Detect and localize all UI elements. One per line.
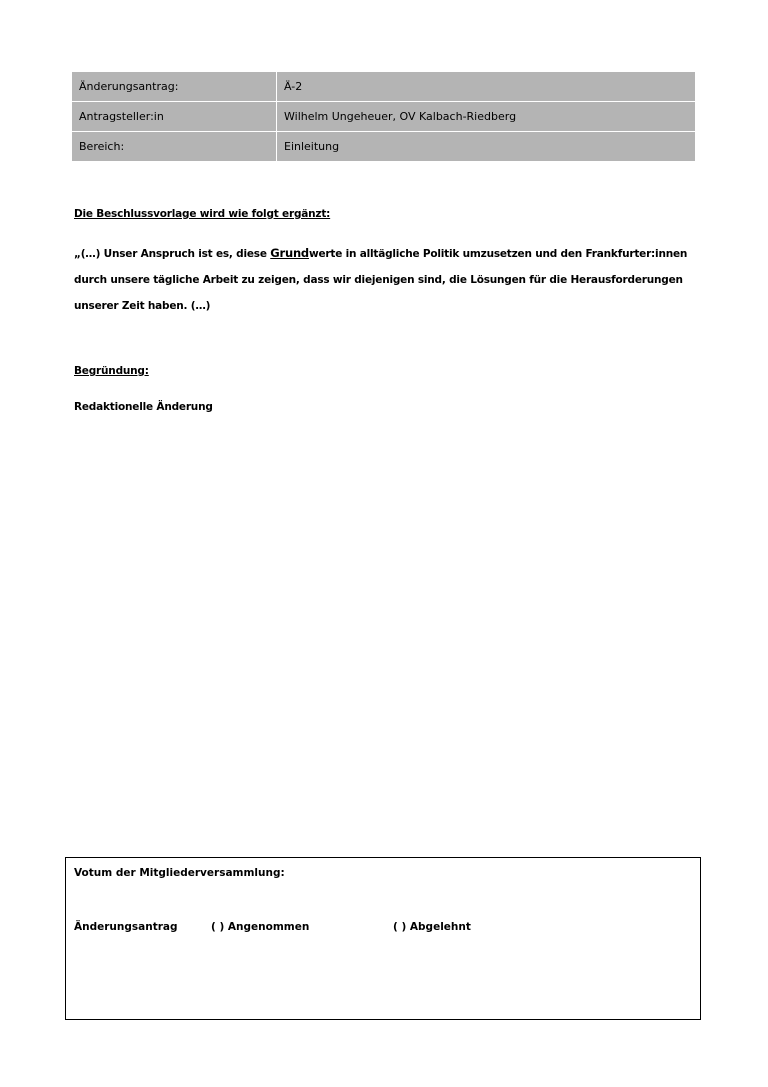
amendment-paragraph <box>74 240 696 319</box>
table-row <box>72 102 695 132</box>
amendment-text-before: „(…) Unser Anspruch ist es, diese <box>74 248 271 260</box>
table-value-section: Einleitung <box>277 132 696 162</box>
vote-option-rejected[interactable]: ( ) Abgelehnt <box>393 921 471 933</box>
table-value-applicant: Wilhelm Ungeheuer, OV Kalbach-Riedberg <box>277 102 696 132</box>
table-label-amendment: Änderungsantrag: <box>72 72 277 102</box>
vote-option-accepted[interactable]: ( ) Angenommen <box>211 921 310 933</box>
vote-item-label: Änderungsantrag <box>74 921 178 933</box>
table-label-applicant: Antragsteller:in <box>72 102 277 132</box>
amendment-text-after: werte in alltägliche Politik umzusetzen und den Frankfurter:innen durch unsere tägliche Arbeit zu zeigen, dass wir diejenigen sind, die Lösungen für die Herausforderungen unserer Zeit haben. (…) <box>74 248 688 312</box>
reasoning-heading: Begründung: <box>74 365 149 377</box>
amendment-inserted-word: Grund <box>270 246 309 260</box>
table-value-amendment-id: Ä-2 <box>277 72 696 102</box>
header-table <box>72 72 695 162</box>
reasoning-text: Redaktionelle Änderung <box>74 401 213 413</box>
vote-box <box>65 857 701 1020</box>
table-row <box>72 132 695 162</box>
vote-title: Votum der Mitgliederversammlung: <box>74 867 285 879</box>
amendment-heading: Die Beschlussvorlage wird wie folgt ergänzt: <box>74 208 331 220</box>
table-label-section: Bereich: <box>72 132 277 162</box>
table-row <box>72 72 695 102</box>
